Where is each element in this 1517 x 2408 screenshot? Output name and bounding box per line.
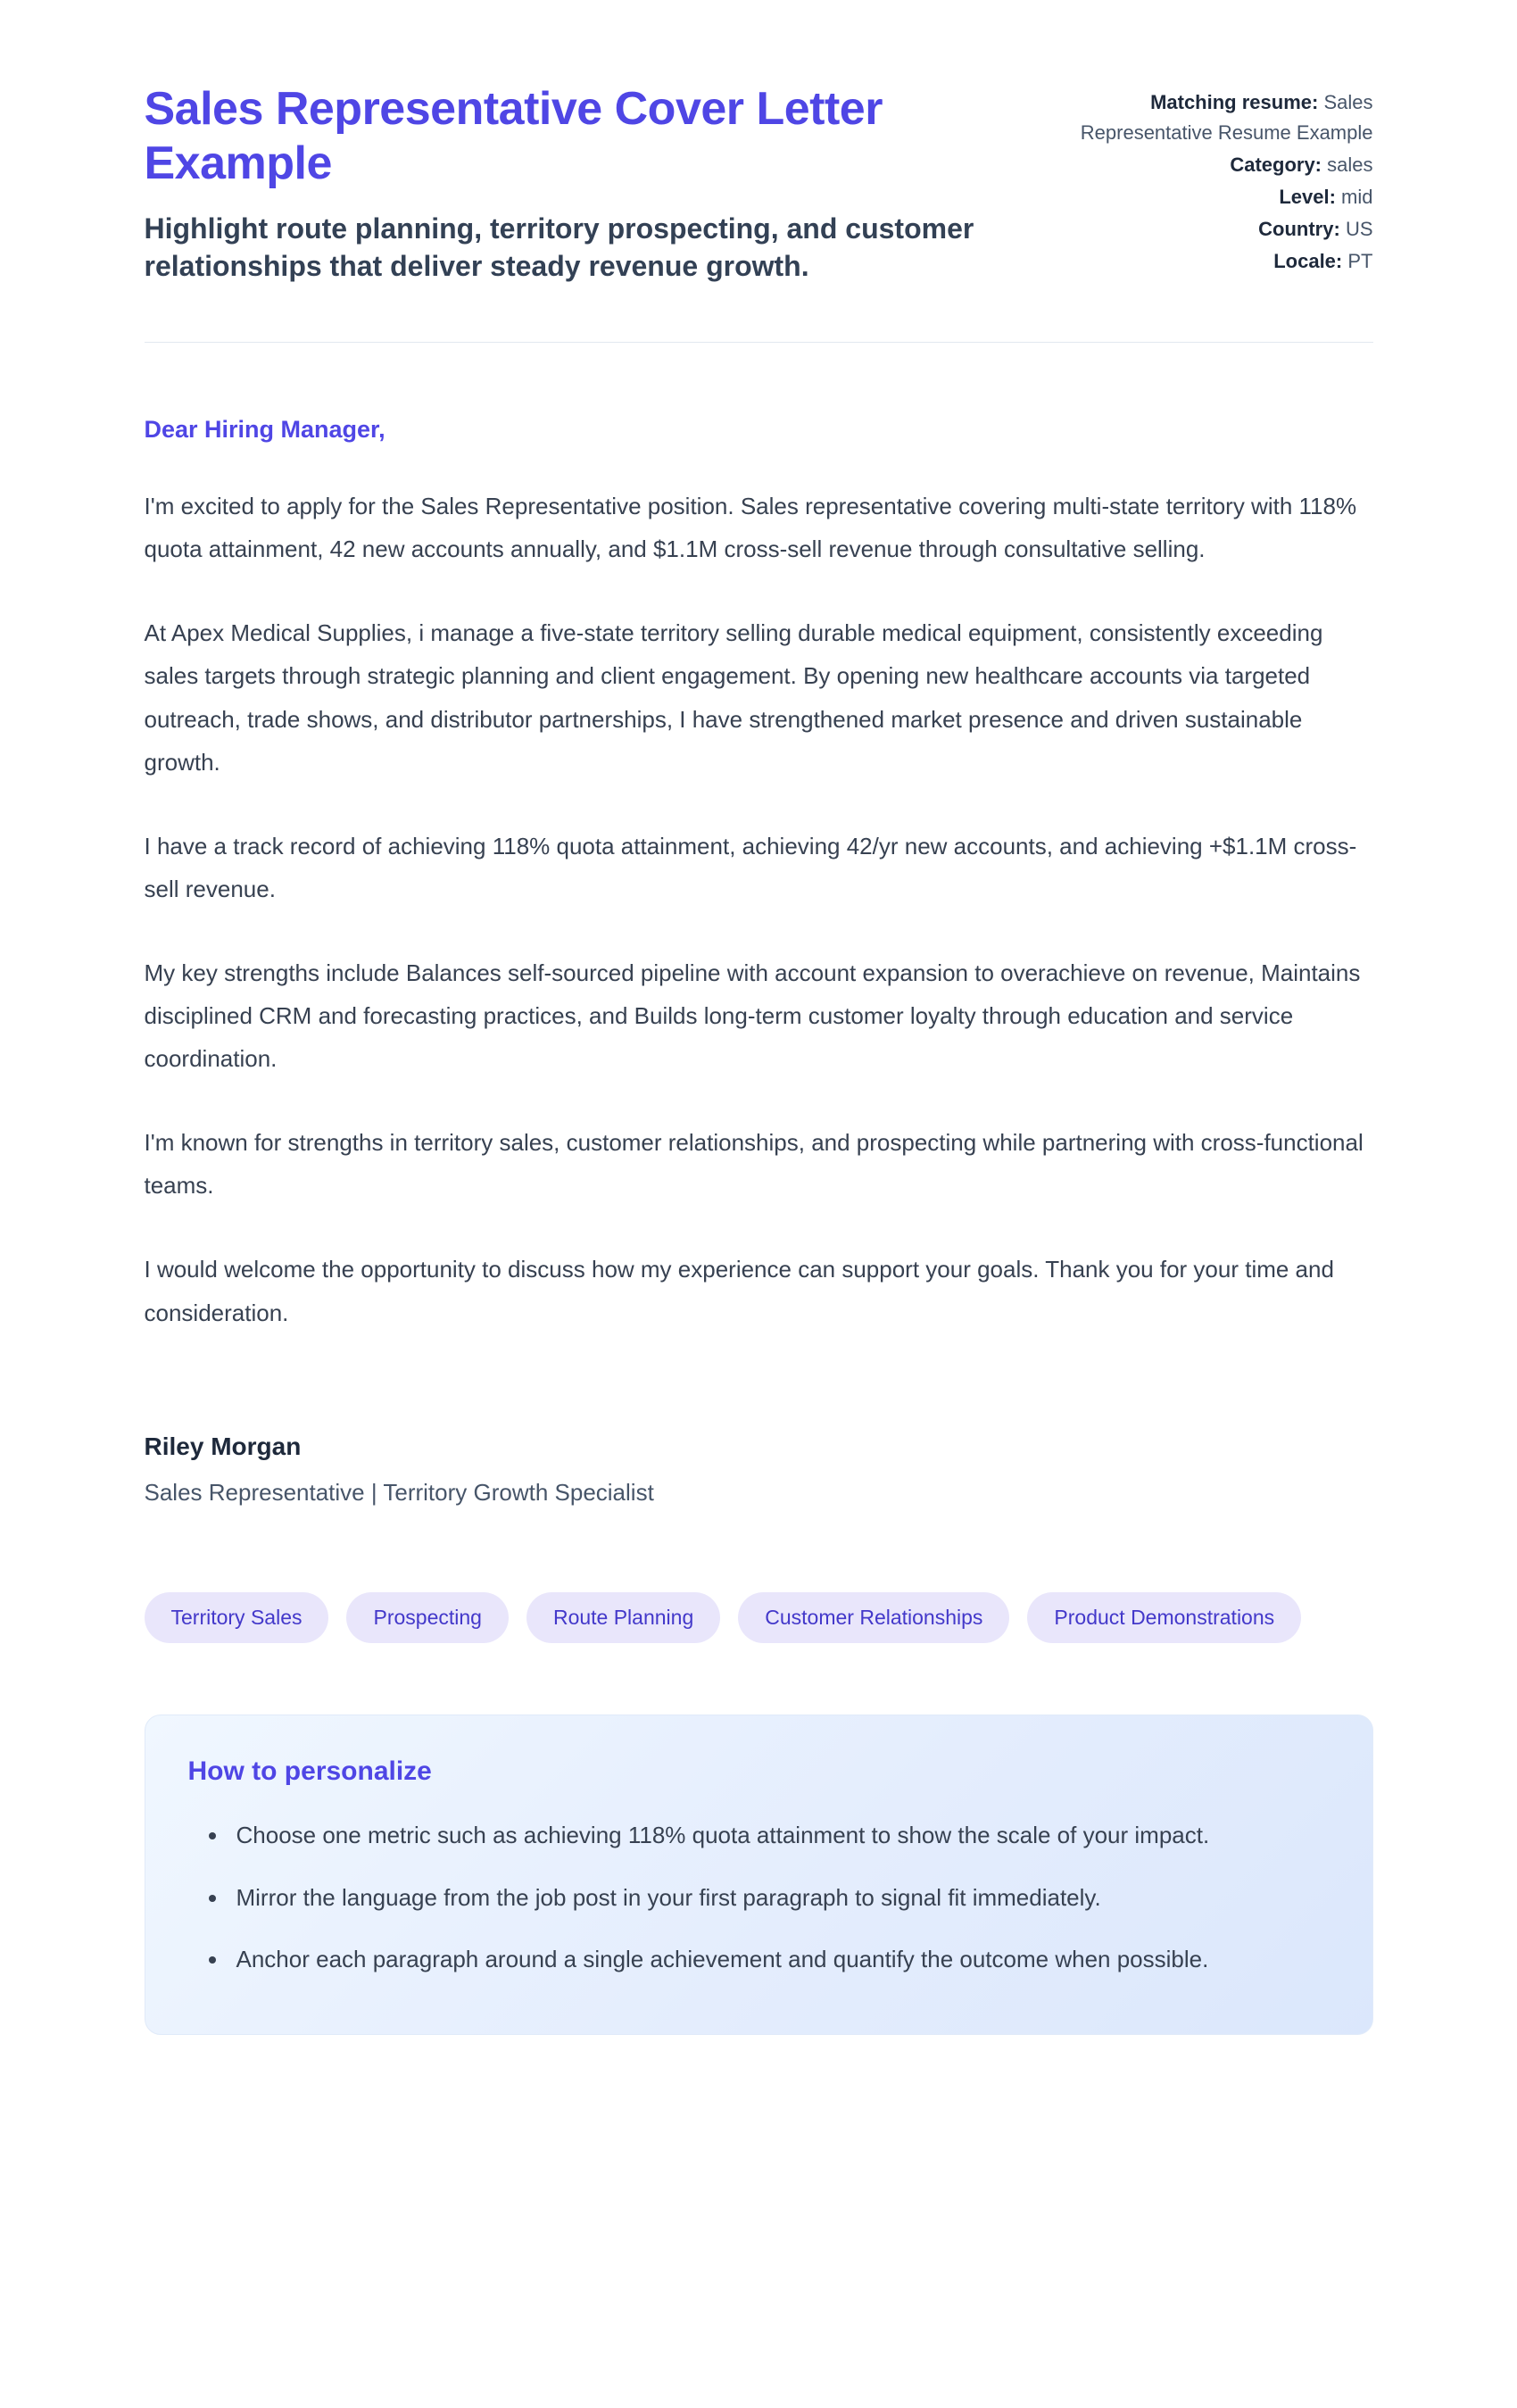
- meta-value-matching-resume: Sales Representative Resume Example: [1080, 91, 1373, 145]
- cover-letter-page: [145, 0, 1373, 2035]
- meta-label-matching-resume: Matching resume:: [1150, 91, 1319, 113]
- header-title-block: [145, 82, 1027, 285]
- meta-label-locale: Locale:: [1273, 250, 1343, 273]
- letter-paragraph-2: At Apex Medical Supplies, i manage a five-state territory selling durable medical equipment, consistently exceeding sales targets through strategic planning and client engagement. By opening new healthcare accounts via targeted outreach, trade shows, and distributor partnerships, I have strengthened market presence and driven sustainable growth.: [144, 619, 1323, 776]
- tip-item-2: • Mirror the language from the job post in your first paragraph to signal fit immediately.: [229, 1878, 1282, 1919]
- tag-prospecting: Prospecting: [346, 1592, 508, 1644]
- letter-body: [145, 416, 1373, 1506]
- letter-paragraph-4: My key strengths include Balances self-sourced pipeline with account expansion to overachieve on revenue, Maintains disciplined CRM and forecasting practices, and Builds long-term customer loyalty through education and service coordination.: [144, 959, 1361, 1073]
- page-subtitle: Highlight route planning, territory prospecting, and customer relationships that deliver steady revenue growth.: [144, 212, 974, 282]
- meta-value-level: mid: [1341, 186, 1373, 209]
- meta-label-level: Level:: [1279, 186, 1336, 209]
- meta-row-level: [1070, 182, 1373, 212]
- meta-row-country: [1070, 214, 1373, 245]
- tip-item-1: • Choose one metric such as achieving 118% quota attainment to show the scale of your impact.: [229, 1815, 1282, 1856]
- tip-item-3: • Anchor each paragraph around a single achievement and quantify the outcome when possible.: [229, 1939, 1282, 1980]
- meta-row-category: [1070, 150, 1373, 180]
- personalize-card: [145, 1715, 1373, 2035]
- signature-block: [145, 1432, 1373, 1507]
- meta-label-category: Category:: [1230, 154, 1322, 177]
- header-divider: [145, 342, 1373, 343]
- tag-route-planning: Route Planning: [526, 1592, 720, 1644]
- meta-row-matching-resume: [1070, 87, 1373, 148]
- meta-value-country: US: [1345, 218, 1373, 241]
- resume-meta-panel: [1070, 82, 1373, 279]
- signature-title: Sales Representative | Territory Growth Specialist: [144, 1478, 654, 1506]
- personalize-heading: How to personalize: [187, 1756, 432, 1787]
- meta-value-category: sales: [1327, 154, 1373, 177]
- meta-value-locale: PT: [1347, 250, 1373, 273]
- tag-product-demonstrations: Product Demonstrations: [1027, 1592, 1301, 1644]
- tag-customer-relationships: Customer Relationships: [738, 1592, 1009, 1644]
- letter-paragraph-3: I have a track record of achieving 118% quota attainment, achieving 42/yr new accounts, and achieving +$1.1M cross-sell revenue.: [144, 832, 1357, 902]
- skill-tags: [145, 1592, 1373, 1644]
- letter-paragraph-5: I'm known for strengths in territory sales, customer relationships, and prospecting while partnering with cross-functional teams.: [144, 1129, 1364, 1200]
- tag-territory-sales: Territory Sales: [145, 1592, 329, 1644]
- salutation: Dear Hiring Manager,: [144, 416, 385, 444]
- page-title: Sales Representative Cover Letter Example: [144, 83, 883, 190]
- meta-label-country: Country:: [1258, 218, 1340, 241]
- letter-paragraph-1: I'm excited to apply for the Sales Representative position. Sales representative covering multi-state territory with 118% quota attainment, 42 new accounts annually, and $1.1M cross-sell revenue through consultative selling.: [144, 493, 1357, 563]
- header: [145, 82, 1373, 285]
- personalize-tips-list: [188, 1815, 1330, 1980]
- meta-row-locale: [1070, 246, 1373, 277]
- letter-paragraph-6: I would welcome the opportunity to discuss how my experience can support your goals. Thank you for your time and consideration.: [144, 1256, 1334, 1326]
- signature-name: Riley Morgan: [144, 1432, 302, 1460]
